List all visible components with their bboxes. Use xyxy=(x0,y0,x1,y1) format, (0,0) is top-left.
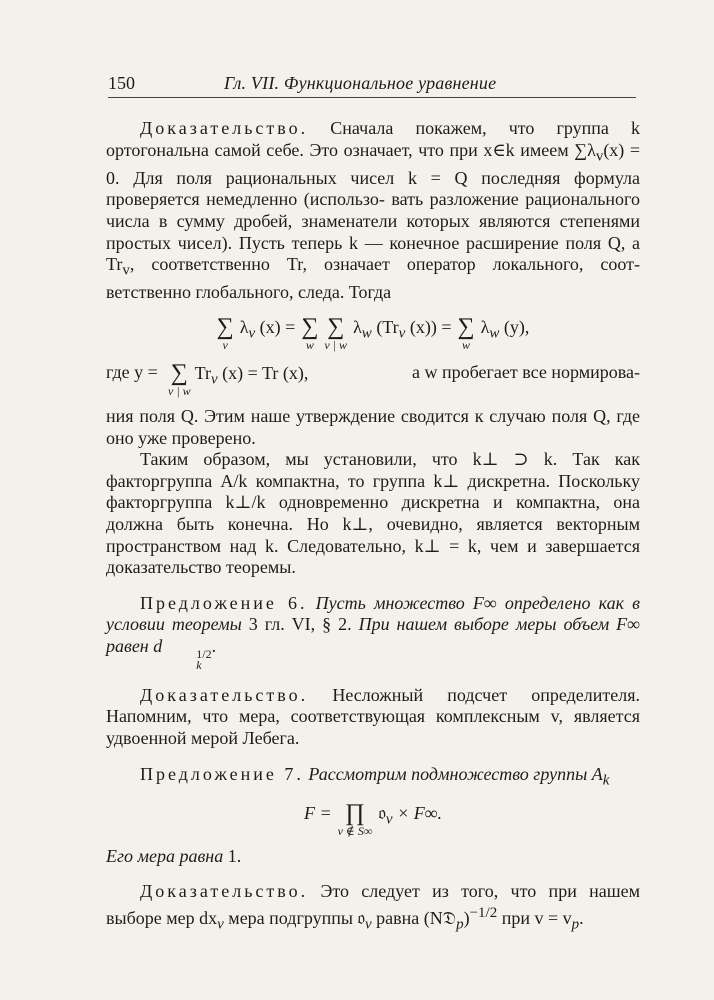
proof-7: Доказательство. Это следует из того, что при нашем выборе мер $dx_v$ мера подгруппы 𝔬$_v$ равна (N𝔇$_p$)$^{-1/2}$ при $v = v_p$. xyxy=(106,881,641,933)
measure-statement: Его мера равна 1. xyxy=(106,845,242,866)
where-line: где y = ∑ v | w $Tr_v$ (x) = Tr (x), а w пробегает все нормирова- xyxy=(106,359,640,398)
proof-1-paragraph: Доказательство. Сначала покажем, что группа k ортогональна самой себе. Это означает, что при x∈k имеем $\sum\lambda_v(x) = 0$. Для поля рациональных чисел k = Q последняя формула проверяется немедленно (использо- вать разложение рационального числа в сумму дробей, знаменатели которых являются степенями простых чисел). Пусть теперь k — конечное расширение поля Q, а $Tr_v$, соответственно Tr, означает оператор локального, соот- ветственно глобального, следа. Тогда xyxy=(106,118,641,303)
sum-symbol: ∑ v | w xyxy=(168,359,191,398)
proposition-label: Предложение 7. xyxy=(140,763,304,784)
header-rule xyxy=(108,97,636,98)
product-symbol: ∏ v ∉ S∞ xyxy=(337,799,373,838)
trace-formula: ∑ v $\lambda_v$ (x) = ∑ w ∑ v | w $\lambda_w$ ($Tr_v$ (x)) = ∑ w $\lambda_w$ (y), xyxy=(216,313,530,352)
proof-label: Доказательство. xyxy=(140,881,309,902)
proposition-label: Предложение 6. xyxy=(140,592,308,613)
sum-symbol: ∑ w xyxy=(301,313,319,352)
proof-label: Доказательство. xyxy=(140,684,309,705)
sum-symbol: ∑ v xyxy=(216,313,234,352)
proof-label: Доказательство. xyxy=(140,118,309,138)
page-number: 150 xyxy=(108,73,135,93)
proposition-6: Предложение 6. Пусть множество F∞ определено как в условии теоремы 3 гл. VI, § 2. При нашем выборе меры объем F∞ равен d 1/2 k . xyxy=(106,592,641,672)
proposition-7: Предложение 7. Рассмотрим подмножество группы $A_k$ xyxy=(140,763,610,789)
proof-1-continuation: ния поля Q. Этим наше утверждение сводится к случаю поля Q, где оно уже проверено. xyxy=(106,405,641,448)
proof-1-paragraph-2: Таким образом, мы установили, что k⊥ ⊃ k. Так как факторгруппа A/k компактна, то группа k⊥ дискретна. Поскольку факторгруппа k⊥/k одновременно дискретна и компактна, она должна быть конечна. Но k⊥, очевидно, является векторным пространством над k. Следовательно, k⊥ = k, чем и завершается доказательство теоремы. xyxy=(106,449,640,578)
sum-symbol: ∑ v | w xyxy=(324,313,348,352)
product-formula: F = ∏ v ∉ S∞ 𝔬$_v$ × F∞. xyxy=(303,799,443,838)
proof-6: Доказательство. Несложный подсчет определителя. Напомним, что мера, соответствующая комплексным v, является удвоенной мерой Лебега. xyxy=(106,684,640,749)
page-body xyxy=(106,118,640,936)
sum-symbol: ∑ w xyxy=(457,313,475,352)
chapter-title: Гл. VII. Функциональное уравнение xyxy=(224,73,497,93)
